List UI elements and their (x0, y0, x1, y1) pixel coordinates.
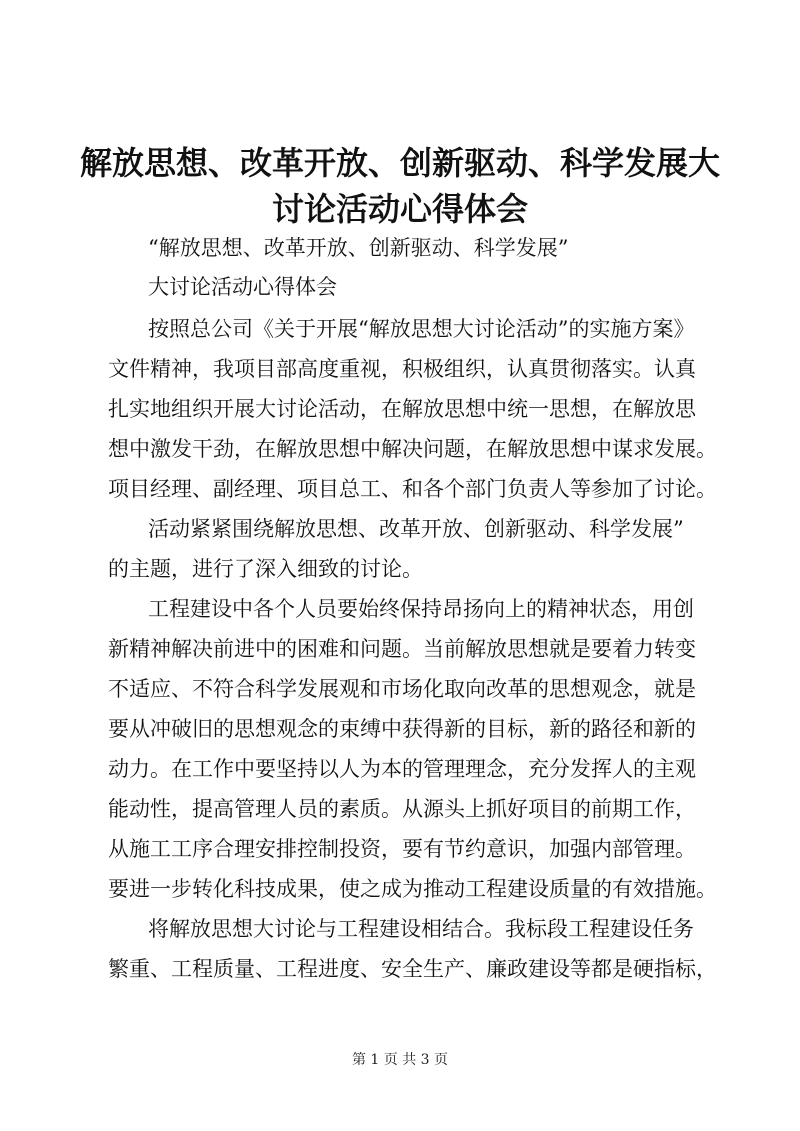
page-number-footer: 第 1 页 共 3 页 (351, 1052, 449, 1068)
subtitle-line-2: 大讨论活动心得体会 (148, 275, 337, 299)
paragraph-3-line-3: 不适应、不符合科学发展观和市场化取向改革的思想观念，就是 (108, 677, 696, 701)
paragraph-3-line-8: 要进一步转化科技成果，使之成为推动工程建设质量的有效措施。 (108, 877, 717, 901)
document-title-line-2: 讨论活动心得体会 (271, 190, 528, 228)
paragraph-4-line-2: 繁重、工程质量、工程进度、安全生产、廉政建设等都是硬指标， (108, 957, 717, 981)
paragraph-4-line-1: 将解放思想大讨论与工程建设相结合。我标段工程建设任务 (148, 917, 694, 941)
paragraph-3-line-7: 从施工工序合理安排控制投资，要有节约意识，加强内部管理。 (108, 837, 696, 861)
paragraph-2-line-2: 的主题，进行了深入细致的讨论。 (108, 557, 423, 581)
paragraph-3-line-1: 工程建设中各个人员要始终保持昂扬向上的精神状态，用创 (148, 597, 694, 621)
subtitle-line-1: “解放思想、改革开放、创新驱动、科学发展” (148, 236, 569, 260)
paragraph-2-line-1: 活动紧紧围绕解放思想、改革开放、创新驱动、科学发展” (148, 517, 684, 541)
document-title-line-1: 解放思想、改革开放、创新驱动、科学发展大 (79, 144, 720, 182)
paragraph-3-line-2: 新精神解决前进中的困难和问题。当前解放思想就是要着力转变 (108, 637, 696, 661)
paragraph-1-line-1: 按照总公司《关于开展“解放思想大讨论活动”的实施方案》 (148, 317, 695, 341)
paragraph-3-line-6: 能动性，提高管理人员的素质。从源头上抓好项目的前期工作， (108, 797, 696, 821)
paragraph-1-line-4: 想中激发干劲，在解放思想中解决问题，在解放思想中谋求发展。 (108, 437, 717, 461)
paragraph-1-line-3: 扎实地组织开展大讨论活动，在解放思想中统一思想，在解放思 (108, 397, 696, 421)
paragraph-1-line-5: 项目经理、副经理、项目总工、和各个部门负责人等参加了讨论。 (108, 477, 717, 501)
paragraph-3-line-4: 要从冲破旧的思想观念的束缚中获得新的目标，新的路径和新的 (108, 717, 696, 741)
paragraph-1-line-2: 文件精神，我项目部高度重视，积极组织，认真贯彻落实。认真 (108, 357, 696, 381)
paragraph-3-line-5: 动力。在工作中要坚持以人为本的管理理念，充分发挥人的主观 (108, 757, 696, 781)
